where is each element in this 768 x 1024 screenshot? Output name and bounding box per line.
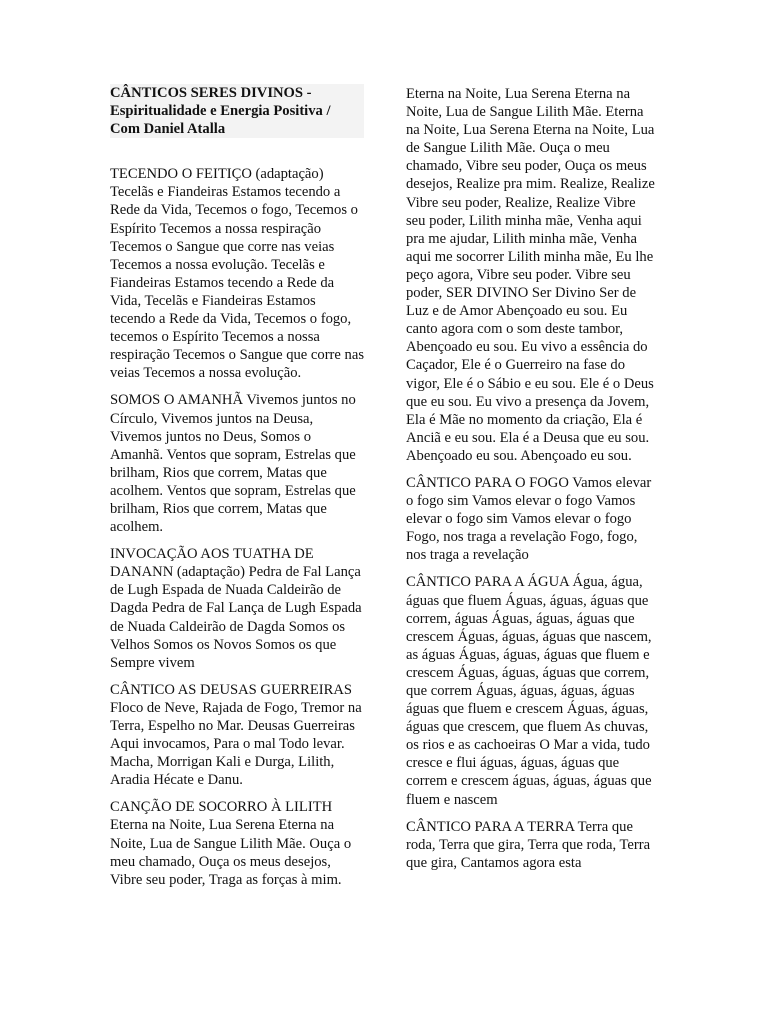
document-title: CÂNTICOS SERES DIVINOS - Espiritualidade e Energia Positiva / Com Daniel Atalla [110,84,364,138]
paragraph-socorro-lilith: CANÇÃO DE SOCORRO À LILITH Eterna na Noite, Lua Serena Eterna na Noite, Lua de Sangue Lilith Mãe. Ouça o meu chamado, Ouça os meus desejos, Vibre seu poder, Traga as forças à mim. [110,799,352,888]
paragraph-lilith-continued: Eterna na Noite, Lua Serena Eterna na Noite, Lua de Sangue Lilith Mãe. Eterna na Noite, Lua Serena Eterna na Noite, Lua de Sangue Lilith Mãe. Ouça o meu chamado, Vibre seu poder, Ouça os meus desejos, Realize pra mim. Realize, Realize Vibre seu poder, Realize, Realize Vibre seu poder, Lilith minha mãe, Venha aqui pra me ajudar, Lilith minha mãe, Venha aqui me socorrer Lilith minha mãe, Eu lhe peço agora, Vibre seu poder. Vibre seu poder, SER DIVINO Ser Divino Ser de Luz e de Amor Abençoado eu sou. Eu canto agora com o som deste tambor, Abençoado eu sou. Eu vivo a essência do Caçador, Ele é o Guerreiro na fase do vigor, Ele é o Sábio e eu sou. Ele é o Deus que eu sou. Eu vivo a presença da Jovem, Ela é Mãe no momento da criação, Ela é Anciã e eu sou. Ela é a Deusa que eu sou. Abençoado eu sou. Abençoado eu sou. [406,86,655,464]
paragraph-tecendo-o-feitico: TECENDO O FEITIÇO (adaptação) Tecelãs e Fiandeiras Estamos tecendo a Rede da Vida, Tecemos o fogo, Tecemos o Espírito Tecemos a nossa respiração Tecemos o Sangue que corre nas veias Tecemos a nossa evolução. Tecelãs e Fiandeiras Estamos tecendo a Rede da Vida, Tecelãs e Fiandeiras Estamos tecendo a Rede da Vida, Tecemos o fogo, tecemos o Espírito Tecemos a nossa respiração Tecemos o Sangue que corre nas veias Tecemos a nossa evolução. [110,166,364,382]
paragraph-cantico-fogo: CÂNTICO PARA O FOGO Vamos elevar o fogo sim Vamos elevar o fogo Vamos elevar o fogo sim Vamos elevar o fogo Fogo, nos traga a revelação Fogo, fogo, nos traga a revelação [406,474,652,564]
left-column [110,84,364,898]
right-column [406,85,658,881]
paragraph-cantico-agua: CÂNTICO PARA A ÁGUA Água, água, águas que fluem Águas, águas, águas que correm, águas Águas, águas, águas que crescem Águas, águas, águas que nascem, as águas Águas, águas, águas que fluem e crescem Águas, águas, águas que correm, que correm Águas, águas, águas, águas águas que fluem e crescem Águas, águas, águas que crescem, que fluem As chuvas, os rios e as cachoeiras O Mar a vida, tudo cresce e flui águas, águas, águas que correm e crescem águas, águas, águas que fluem e nascem [406,574,652,808]
paragraph-invocacao-tuatha: INVOCAÇÃO AOS TUATHA DE DANANN (adaptação) Pedra de Fal Lança de Lugh Espada de Nuada Caldeirão de Dagda Pedra de Fal Lança de Lugh Espada de Nuada Caldeirão de Dagda Somos os Velhos Somos os Novos Somos os que Sempre vivem [110,546,362,671]
paragraph-cantico-terra: CÂNTICO PARA A TERRA Terra que roda, Terra que gira, Terra que roda, Terra que gira, Cantamos agora esta [406,818,651,871]
paragraph-somos-o-amanha: SOMOS O AMANHÃ Vivemos juntos no Círculo, Vivemos juntos na Deusa, Vivemos juntos no Deus, Somos o Amanhã. Ventos que sopram, Estrelas que brilham, Rios que correm, Matas que acolhem. Ventos que sopram, Estrelas que brilham, Rios que correm, Matas que acolhem. [110,392,356,536]
paragraph-deusas-guerreiras: CÂNTICO AS DEUSAS GUERREIRAS Floco de Neve, Rajada de Fogo, Tremor na Terra, Espelho no Mar. Deusas Guerreiras Aqui invocamos, Para o mal Todo levar. Macha, Morrigan Kali e Durga, Lilith, Aradia Hécate e Danu. [110,681,362,789]
